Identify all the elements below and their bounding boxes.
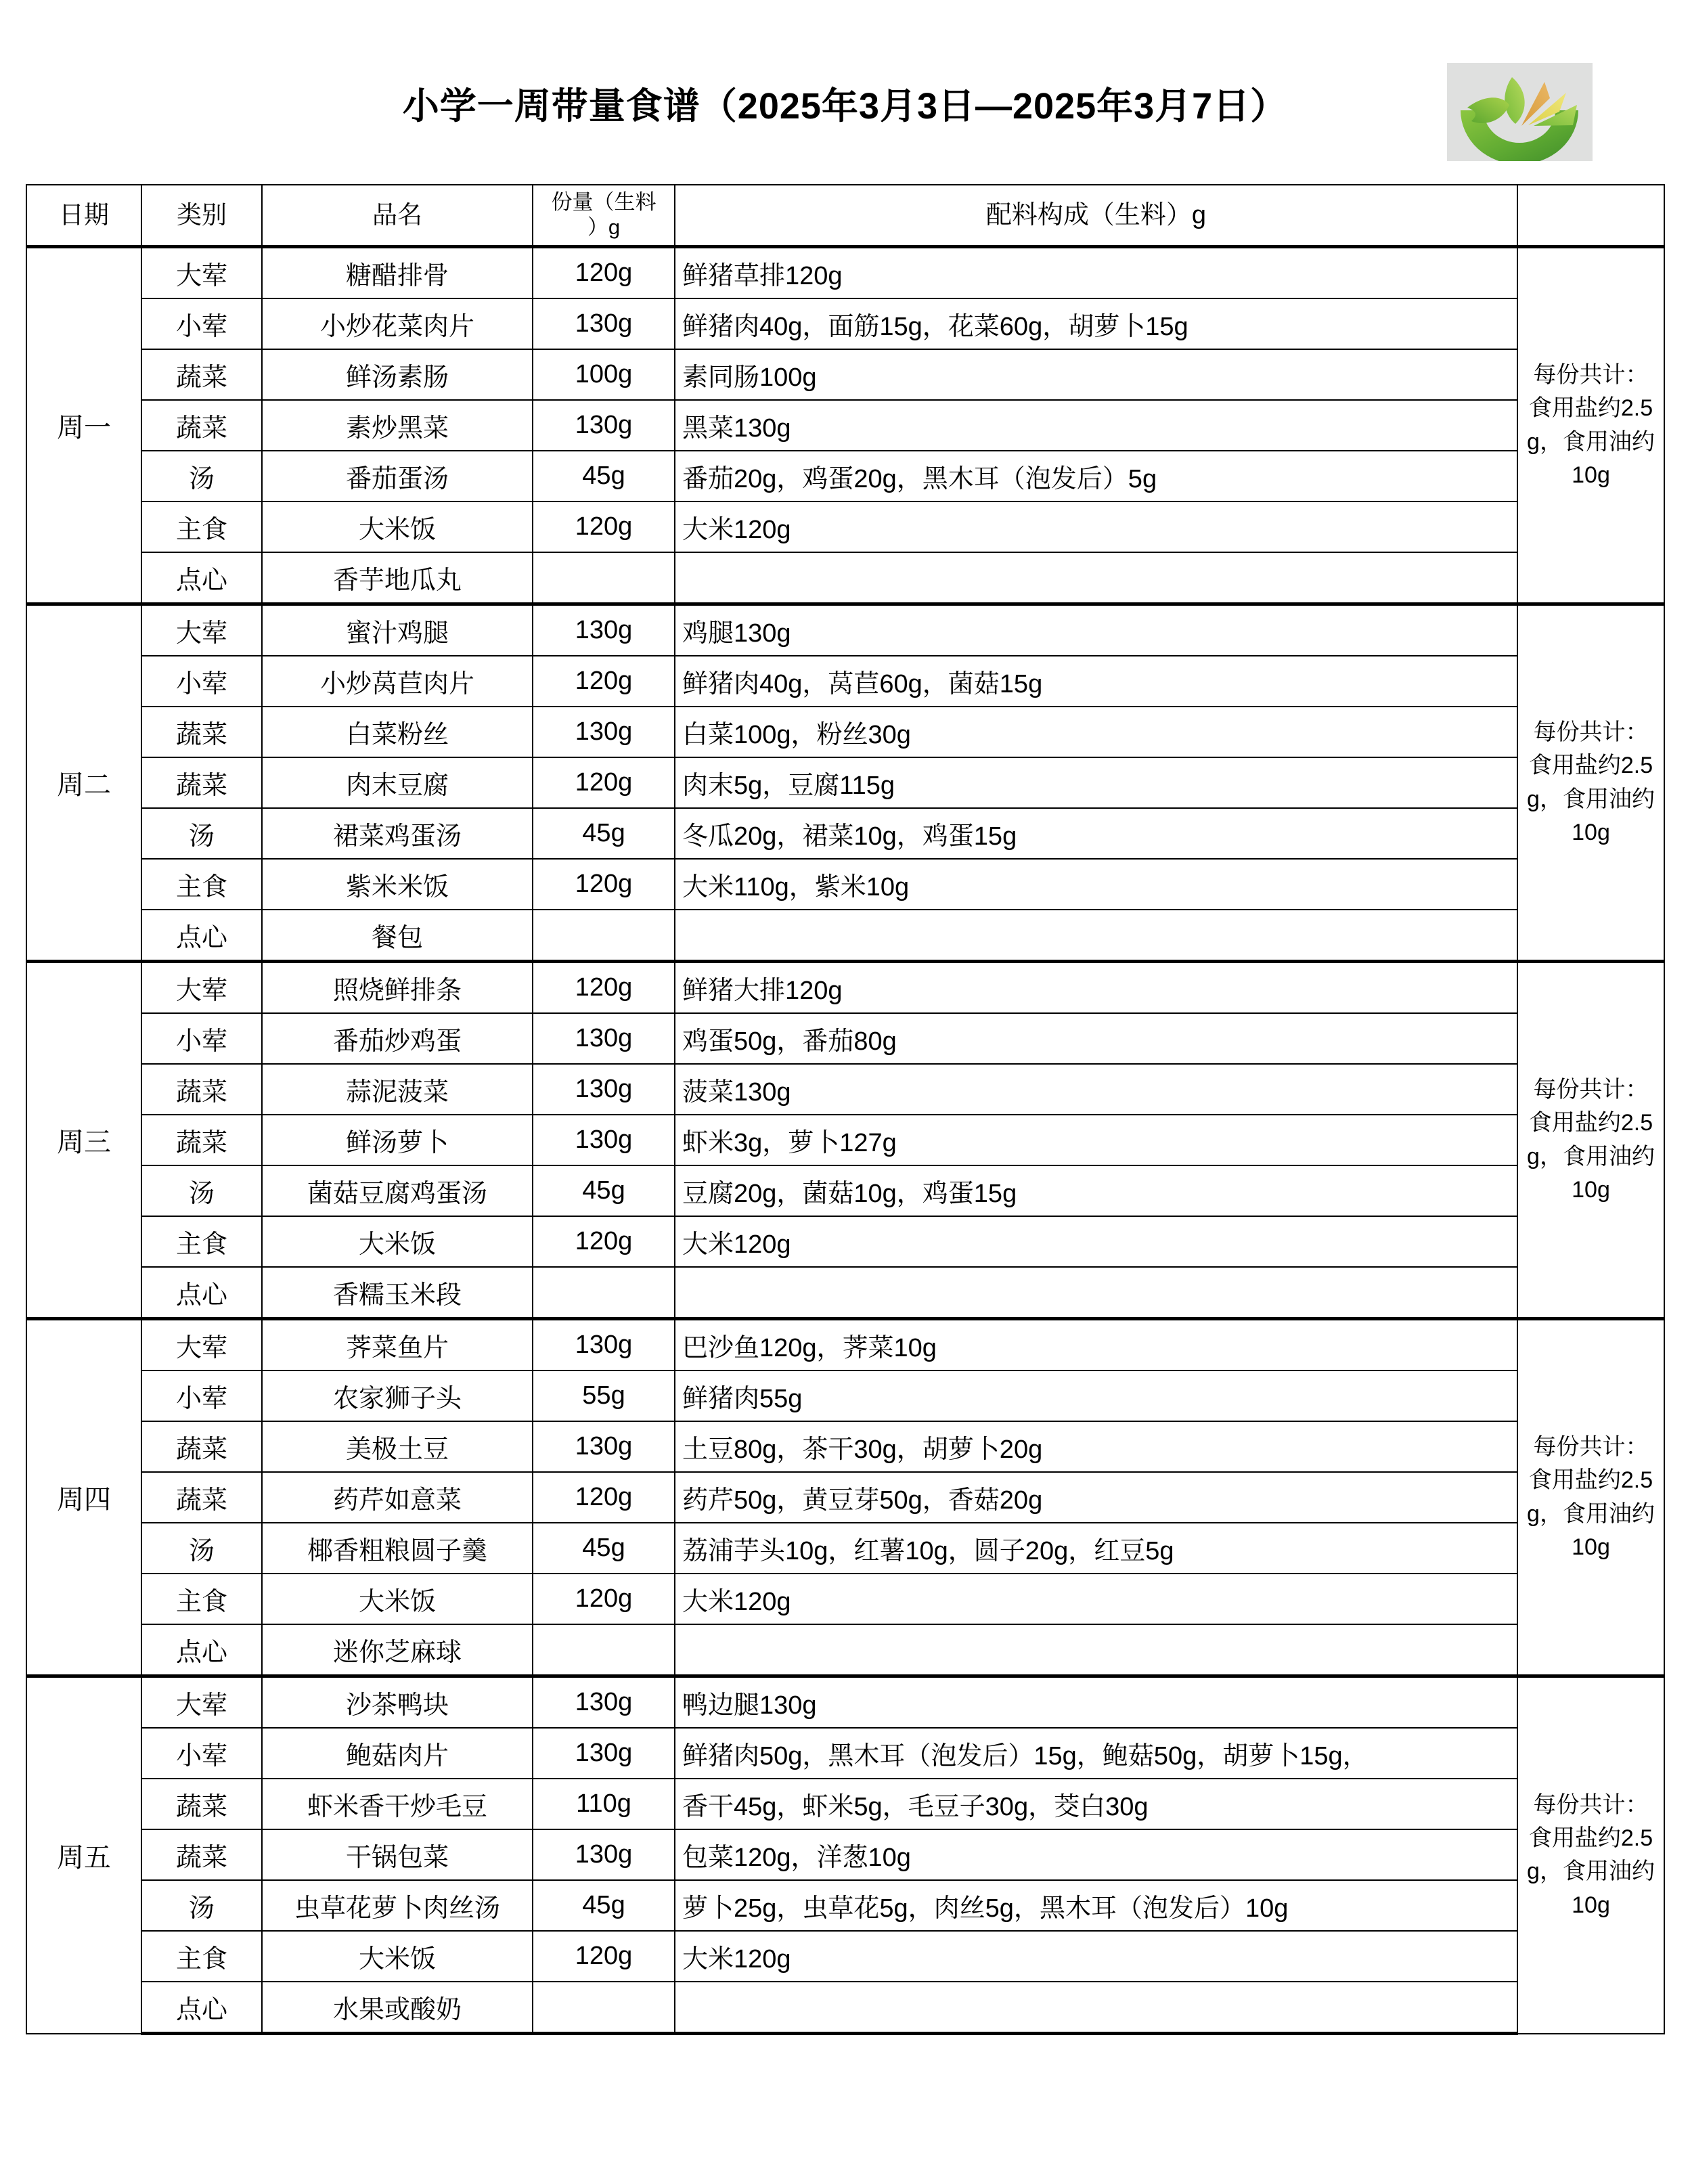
category-cell: 蔬菜 [141, 757, 262, 808]
category-cell: 汤 [141, 1523, 262, 1574]
portion-cell: 130g [533, 1676, 675, 1729]
portion-cell: 100g [533, 349, 675, 400]
dish-name-cell: 香糯玉米段 [262, 1267, 533, 1319]
category-cell: 大荤 [141, 1319, 262, 1371]
portion-cell [533, 1624, 675, 1676]
day-label-3: 周三 [26, 962, 141, 1319]
ingredients-cell [675, 1267, 1517, 1319]
portion-cell: 45g [533, 451, 675, 502]
category-cell: 蔬菜 [141, 1064, 262, 1115]
ingredients-cell: 鸡腿130g [675, 604, 1517, 656]
header-dish: 品名 [262, 185, 533, 247]
category-cell: 蔬菜 [141, 1472, 262, 1523]
dish-name-cell: 迷你芝麻球 [262, 1624, 533, 1676]
ingredients-cell: 鲜猪大排120g [675, 962, 1517, 1014]
table-row [26, 502, 1664, 552]
dish-name-cell: 番茄炒鸡蛋 [262, 1013, 533, 1064]
ingredients-cell: 鲜猪肉40g，莴苣60g，菌菇15g [675, 656, 1517, 707]
table-row [26, 247, 1664, 299]
table-row [26, 1982, 1664, 2034]
ingredients-cell [675, 910, 1517, 962]
table-row [26, 1779, 1664, 1829]
table-row [26, 604, 1664, 656]
ingredients-cell: 鸭边腿130g [675, 1676, 1517, 1729]
table-row [26, 1267, 1664, 1319]
seasoning-note-5: 每份共计：食用盐约2.5g，食用油约10g [1517, 1676, 1664, 2034]
dish-name-cell: 蜜汁鸡腿 [262, 604, 533, 656]
table-row [26, 707, 1664, 757]
seasoning-note-1: 每份共计：食用盐约2.5g，食用油约10g [1517, 247, 1664, 604]
category-cell: 汤 [141, 1880, 262, 1931]
category-cell: 主食 [141, 859, 262, 910]
category-cell: 大荤 [141, 1676, 262, 1729]
dish-name-cell: 椰香粗粮圆子羹 [262, 1523, 533, 1574]
category-cell: 小荤 [141, 1728, 262, 1779]
table-row [26, 962, 1664, 1014]
portion-cell: 130g [533, 1064, 675, 1115]
seasoning-note-3: 每份共计：食用盐约2.5g，食用油约10g [1517, 962, 1664, 1319]
portion-cell: 120g [533, 1216, 675, 1267]
category-cell: 蔬菜 [141, 1779, 262, 1829]
header-portion-line1: 份量（生料 [551, 190, 657, 215]
category-cell: 大荤 [141, 247, 262, 299]
ingredients-cell: 大米120g [675, 502, 1517, 552]
portion-cell: 120g [533, 1472, 675, 1523]
portion-cell: 120g [533, 502, 675, 552]
ingredients-cell: 番茄20g，鸡蛋20g，黑木耳（泡发后）5g [675, 451, 1517, 502]
dish-name-cell: 番茄蛋汤 [262, 451, 533, 502]
category-cell: 点心 [141, 1267, 262, 1319]
ingredients-cell: 菠菜130g [675, 1064, 1517, 1115]
ingredients-cell: 大米120g [675, 1574, 1517, 1624]
table-row [26, 1370, 1664, 1421]
dish-name-cell: 餐包 [262, 910, 533, 962]
dish-name-cell: 大米饭 [262, 1931, 533, 1982]
category-cell: 点心 [141, 910, 262, 962]
dish-name-cell: 小炒花菜肉片 [262, 298, 533, 349]
weekly-menu-table [26, 184, 1665, 2035]
category-cell: 蔬菜 [141, 400, 262, 451]
day-label-4: 周四 [26, 1319, 141, 1676]
ingredients-cell: 冬瓜20g，裙菜10g，鸡蛋15g [675, 808, 1517, 859]
header-category: 类别 [141, 185, 262, 247]
portion-cell: 45g [533, 808, 675, 859]
table-row [26, 1676, 1664, 1729]
table-row [26, 1624, 1664, 1676]
ingredients-cell: 荔浦芋头10g，红薯10g，圆子20g，红豆5g [675, 1523, 1517, 1574]
ingredients-cell: 肉末5g，豆腐115g [675, 757, 1517, 808]
category-cell: 汤 [141, 808, 262, 859]
portion-cell: 120g [533, 757, 675, 808]
category-cell: 汤 [141, 1165, 262, 1216]
ingredients-cell: 萝卜25g，虫草花5g，肉丝5g，黑木耳（泡发后）10g [675, 1880, 1517, 1931]
dish-name-cell: 水果或酸奶 [262, 1982, 533, 2034]
portion-cell: 130g [533, 1421, 675, 1472]
table-row [26, 1064, 1664, 1115]
header-row [26, 185, 1664, 247]
category-cell: 汤 [141, 451, 262, 502]
portion-cell: 120g [533, 656, 675, 707]
day-label-1: 周一 [26, 247, 141, 604]
table-row [26, 910, 1664, 962]
portion-cell: 45g [533, 1523, 675, 1574]
seasoning-note-2: 每份共计：食用盐约2.5g，食用油约10g [1517, 604, 1664, 962]
table-row [26, 1013, 1664, 1064]
dish-name-cell: 紫米米饭 [262, 859, 533, 910]
category-cell: 大荤 [141, 604, 262, 656]
portion-cell: 120g [533, 1574, 675, 1624]
table-row [26, 1728, 1664, 1779]
category-cell: 主食 [141, 1931, 262, 1982]
category-cell: 小荤 [141, 1013, 262, 1064]
header-date: 日期 [26, 185, 141, 247]
category-cell: 蔬菜 [141, 707, 262, 757]
table-row [26, 1574, 1664, 1624]
table-row [26, 451, 1664, 502]
ingredients-cell: 黑菜130g [675, 400, 1517, 451]
category-cell: 小荤 [141, 298, 262, 349]
table-row [26, 400, 1664, 451]
dish-name-cell: 干锅包菜 [262, 1829, 533, 1880]
dish-name-cell: 大米饭 [262, 1216, 533, 1267]
page-header [0, 0, 1690, 159]
portion-cell: 120g [533, 962, 675, 1014]
portion-cell: 130g [533, 707, 675, 757]
dish-name-cell: 鲍菇肉片 [262, 1728, 533, 1779]
dish-name-cell: 荠菜鱼片 [262, 1319, 533, 1371]
dish-name-cell: 小炒莴苣肉片 [262, 656, 533, 707]
school-logo [1447, 63, 1593, 161]
ingredients-cell: 药芹50g，黄豆芽50g，香菇20g [675, 1472, 1517, 1523]
ingredients-cell: 鲜猪草排120g [675, 247, 1517, 299]
portion-cell: 130g [533, 1728, 675, 1779]
header-note-spacer [1517, 185, 1664, 247]
category-cell: 点心 [141, 1982, 262, 2034]
category-cell: 蔬菜 [141, 1421, 262, 1472]
table-row [26, 349, 1664, 400]
ingredients-cell: 巴沙鱼120g，荠菜10g [675, 1319, 1517, 1371]
table-row [26, 1319, 1664, 1371]
dish-name-cell: 大米饭 [262, 1574, 533, 1624]
dish-name-cell: 鲜汤素肠 [262, 349, 533, 400]
dish-name-cell: 美极土豆 [262, 1421, 533, 1472]
portion-cell: 130g [533, 1319, 675, 1371]
dish-name-cell: 香芋地瓜丸 [262, 552, 533, 604]
portion-cell: 130g [533, 604, 675, 656]
bowl-leaves-logo-icon [1447, 63, 1593, 161]
ingredients-cell: 香干45g，虾米5g，毛豆子30g，茭白30g [675, 1779, 1517, 1829]
portion-cell [533, 910, 675, 962]
seasoning-note-4: 每份共计：食用盐约2.5g，食用油约10g [1517, 1319, 1664, 1676]
portion-cell: 55g [533, 1370, 675, 1421]
table-row [26, 1523, 1664, 1574]
table-row [26, 1115, 1664, 1165]
ingredients-cell: 豆腐20g，菌菇10g，鸡蛋15g [675, 1165, 1517, 1216]
ingredients-cell: 大米110g，紫米10g [675, 859, 1517, 910]
portion-cell: 45g [533, 1165, 675, 1216]
table-row [26, 1829, 1664, 1880]
portion-cell: 130g [533, 1829, 675, 1880]
dish-name-cell: 肉末豆腐 [262, 757, 533, 808]
ingredients-cell: 大米120g [675, 1216, 1517, 1267]
menu-table-container [26, 184, 1664, 2035]
ingredients-cell [675, 1982, 1517, 2034]
table-row [26, 298, 1664, 349]
dish-name-cell: 蒜泥菠菜 [262, 1064, 533, 1115]
table-row [26, 1216, 1664, 1267]
day-label-2: 周二 [26, 604, 141, 962]
dish-name-cell: 糖醋排骨 [262, 247, 533, 299]
portion-cell [533, 1267, 675, 1319]
category-cell: 点心 [141, 1624, 262, 1676]
dish-name-cell: 白菜粉丝 [262, 707, 533, 757]
ingredients-cell: 鲜猪肉50g，黑木耳（泡发后）15g，鲍菇50g，胡萝卜15g， [675, 1728, 1517, 1779]
portion-cell: 130g [533, 400, 675, 451]
table-body [26, 247, 1664, 2034]
portion-cell: 110g [533, 1779, 675, 1829]
table-row [26, 859, 1664, 910]
category-cell: 小荤 [141, 1370, 262, 1421]
ingredients-cell: 大米120g [675, 1931, 1517, 1982]
dish-name-cell: 沙茶鸭块 [262, 1676, 533, 1729]
ingredients-cell: 鲜猪肉55g [675, 1370, 1517, 1421]
category-cell: 主食 [141, 1574, 262, 1624]
table-header [26, 185, 1664, 247]
ingredients-cell: 鲜猪肉40g，面筋15g，花菜60g，胡萝卜15g [675, 298, 1517, 349]
table-row [26, 656, 1664, 707]
day-label-5: 周五 [26, 1676, 141, 2034]
table-row [26, 1931, 1664, 1982]
table-row [26, 1165, 1664, 1216]
dish-name-cell: 虫草花萝卜肉丝汤 [262, 1880, 533, 1931]
portion-cell: 120g [533, 247, 675, 299]
portion-cell [533, 552, 675, 604]
table-row [26, 808, 1664, 859]
dish-name-cell: 药芹如意菜 [262, 1472, 533, 1523]
dish-name-cell: 素炒黑菜 [262, 400, 533, 451]
header-portion-line2: ）g [587, 215, 621, 239]
category-cell: 点心 [141, 552, 262, 604]
table-row [26, 1472, 1664, 1523]
dish-name-cell: 虾米香干炒毛豆 [262, 1779, 533, 1829]
header-portion [533, 185, 675, 247]
ingredients-cell: 包菜120g，洋葱10g [675, 1829, 1517, 1880]
portion-cell: 45g [533, 1880, 675, 1931]
category-cell: 大荤 [141, 962, 262, 1014]
table-row [26, 1421, 1664, 1472]
ingredients-cell: 白菜100g，粉丝30g [675, 707, 1517, 757]
portion-cell: 130g [533, 1115, 675, 1165]
category-cell: 蔬菜 [141, 1115, 262, 1165]
dish-name-cell: 菌菇豆腐鸡蛋汤 [262, 1165, 533, 1216]
table-row [26, 552, 1664, 604]
header-ingredients: 配料构成（生料）g [675, 185, 1517, 247]
category-cell: 小荤 [141, 656, 262, 707]
ingredients-cell [675, 552, 1517, 604]
ingredients-cell: 虾米3g，萝卜127g [675, 1115, 1517, 1165]
portion-cell: 120g [533, 1931, 675, 1982]
dish-name-cell: 鲜汤萝卜 [262, 1115, 533, 1165]
category-cell: 主食 [141, 1216, 262, 1267]
portion-cell: 130g [533, 1013, 675, 1064]
category-cell: 蔬菜 [141, 1829, 262, 1880]
portion-cell: 130g [533, 298, 675, 349]
category-cell: 主食 [141, 502, 262, 552]
ingredients-cell: 土豆80g，茶干30g，胡萝卜20g [675, 1421, 1517, 1472]
dish-name-cell: 照烧鲜排条 [262, 962, 533, 1014]
table-row [26, 1880, 1664, 1931]
portion-cell: 120g [533, 859, 675, 910]
ingredients-cell: 鸡蛋50g，番茄80g [675, 1013, 1517, 1064]
dish-name-cell: 大米饭 [262, 502, 533, 552]
portion-cell [533, 1982, 675, 2034]
ingredients-cell: 素同肠100g [675, 349, 1517, 400]
ingredients-cell [675, 1624, 1517, 1676]
table-row [26, 757, 1664, 808]
dish-name-cell: 裙菜鸡蛋汤 [262, 808, 533, 859]
page-title: 小学一周带量食谱（2025年3月3日—2025年3月7日） [402, 86, 1288, 127]
dish-name-cell: 农家狮子头 [262, 1370, 533, 1421]
category-cell: 蔬菜 [141, 349, 262, 400]
